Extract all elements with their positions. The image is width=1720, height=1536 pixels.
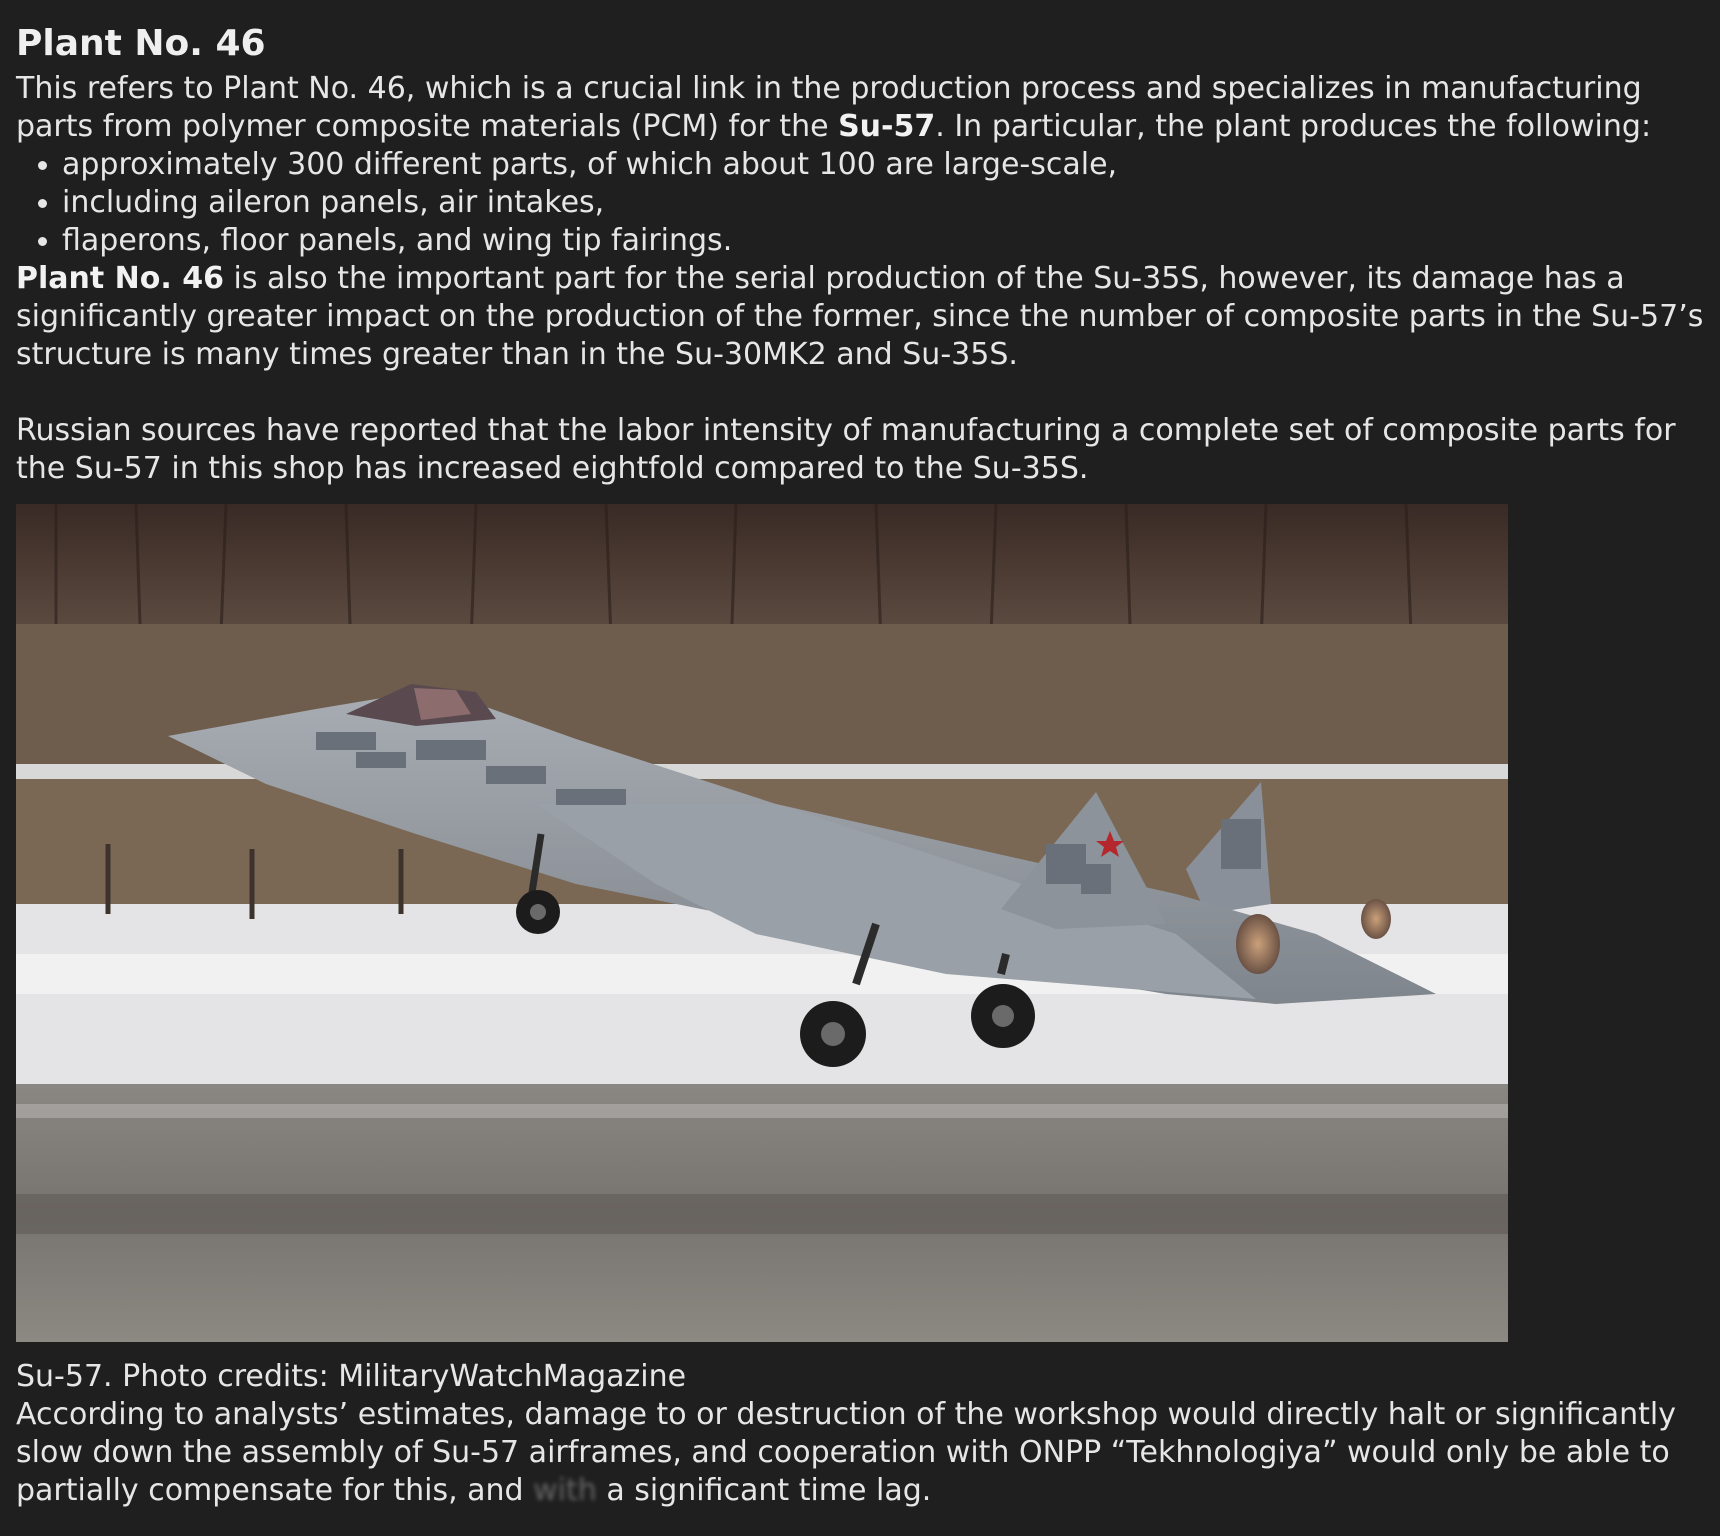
analysts-paragraph (16, 1396, 1706, 1510)
parts-list (16, 146, 1706, 260)
list-item (16, 222, 1706, 260)
aircraft-photo (16, 504, 1508, 1342)
intro-text-b: . In particular, the plant produces the following: (935, 109, 1652, 144)
list-item-text: approximately 300 different parts, of which about 100 are large-scale, (62, 147, 1118, 182)
photo-caption: Su-57. Photo credits: MilitaryWatchMagazine (16, 1359, 687, 1394)
analysts-text-a: According to analysts’ estimates, damage to or destruction of the workshop would directly halt or significantly slow down the assembly of Su-57 airframes, and cooperation with ONPP “Tekhnologiya” would only be able to partially compensate for this, and (16, 1397, 1676, 1508)
impact-text: is also the important part for the serial production of the Su-35S, however, its damage has a significantly greater impact on the production of the former, since the number of composite parts in the Su-57’s structure is many times greater than in the Su-30MK2 and Su-35S. (16, 261, 1704, 372)
intro-text-a: This refers to Plant No. 46, which is a crucial link in the production process and specializes in manufacturing parts from polymer composite materials (PCM) for the (16, 71, 1642, 144)
bullet-icon (38, 161, 47, 170)
impact-bold-plant: Plant No. 46 (16, 261, 224, 296)
section-heading: Plant No. 46 (16, 23, 266, 64)
bullet-icon (38, 237, 47, 246)
impact-paragraph (16, 260, 1706, 374)
intro-paragraph (16, 70, 1706, 146)
article-body (16, 20, 1706, 1510)
intro-bold-su57: Su-57 (838, 109, 936, 144)
labor-paragraph: Russian sources have reported that the labor intensity of manufacturing a complete set of composite parts for the Su-57 in this shop has increased eightfold compared to the Su-35S. (16, 413, 1676, 486)
aircraft-photo-graphic (16, 504, 1508, 1342)
list-item-text: flaperons, floor panels, and wing tip fairings. (62, 223, 733, 258)
list-item (16, 184, 1706, 222)
analysts-text-b: a significant time lag. (596, 1473, 932, 1508)
list-item (16, 146, 1706, 184)
obscured-word: with (533, 1473, 597, 1508)
paragraph-spacer (16, 374, 1706, 412)
bullet-icon (38, 199, 47, 208)
list-item-text: including aileron panels, air intakes, (62, 185, 605, 220)
